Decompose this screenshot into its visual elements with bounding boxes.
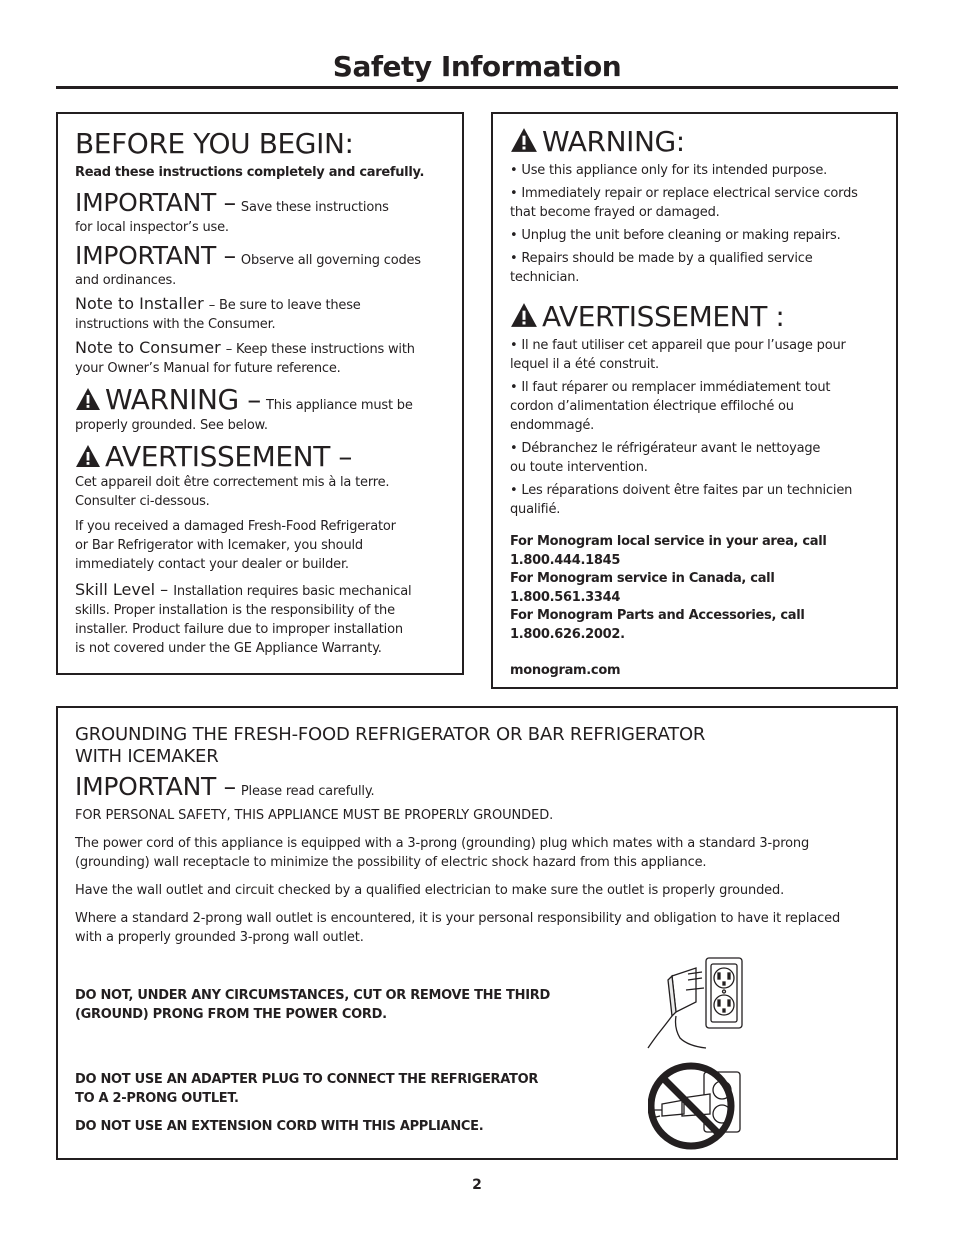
avertissement-heading: AVERTISSEMENT : [542, 300, 785, 333]
no-adapter-line: DO NOT USE AN ADAPTER PLUG TO CONNECT THE REFRIGERATOR [75, 1072, 539, 1087]
list-item-line: technician. [510, 270, 580, 285]
warning-triangle-icon [75, 444, 101, 472]
list-item [510, 481, 880, 519]
damaged-line: If you received a damaged Fresh-Food Refrigerator [75, 518, 396, 534]
service-local-text: For Monogram local service in your area, call [510, 534, 827, 549]
list-item-line: • Les réparations doivent être faites par un technicien [510, 483, 853, 498]
important-codes-block [75, 241, 445, 290]
important-save-block [75, 188, 445, 237]
list-item-line: ou toute intervention. [510, 460, 648, 475]
skill-level-text-cont: skills. Proper installation is the responsibility of the [75, 602, 395, 618]
list-item-line: lequel il a été construit. [510, 357, 659, 372]
note-installer-text: – Be sure to leave these [208, 297, 361, 313]
grounding-heading-cont: WITH ICEMAKER [75, 746, 219, 767]
list-item-line: endommagé. [510, 418, 595, 433]
list-item-line: cordon d’alimentation électrique effiloché ou [510, 399, 794, 414]
two-prong-line: Where a standard 2-prong wall outlet is encountered, it is your personal responsibility and obligation to have it replaced [75, 911, 841, 926]
outlet-check-text: Have the wall outlet and circuit checked by a qualified electrician to make sure the outlet is properly grounded. [75, 883, 785, 898]
no-extension-warning: DO NOT USE AN EXTENSION CORD WITH THIS APPLIANCE. [75, 1119, 484, 1134]
important-save-text-cont: for local inspector’s use. [75, 219, 229, 235]
personal-safety-text: FOR PERSONAL SAFETY, THIS APPLIANCE MUST BE PROPERLY GROUNDED. [75, 808, 554, 823]
avertissement-list [510, 336, 880, 519]
list-item-line: • Use this appliance only for its intended purpose. [510, 163, 828, 178]
note-consumer-block [75, 338, 445, 378]
note-consumer-text: – Keep these instructions with [225, 341, 415, 357]
list-item-line: • Il faut réparer ou remplacer immédiatement tout [510, 380, 831, 395]
power-cord-paragraph [75, 834, 879, 872]
warning-list [510, 161, 880, 287]
list-item-line: • Débranchez le réfrigérateur avant le nettoyage [510, 441, 821, 456]
damaged-line: immediately contact your dealer or builder. [75, 556, 349, 572]
important-codes-text-cont: and ordinances. [75, 272, 177, 288]
list-item-line: that become frayed or damaged. [510, 205, 720, 220]
list-item [510, 226, 880, 245]
avertissement-ground-text: Cet appareil doit être correctement mis à la terre. [75, 474, 390, 490]
no-adapter-prohibited-illustration [648, 1058, 748, 1154]
no-cut-line: DO NOT, UNDER ANY CIRCUMSTANCES, CUT OR REMOVE THE THIRD [75, 988, 550, 1003]
damaged-unit-paragraph [75, 517, 445, 574]
list-item [510, 378, 880, 435]
list-item [510, 161, 880, 180]
skill-level-text: Installation requires basic mechanical [173, 583, 412, 599]
avertissement-ground-text-cont: Consulter ci-dessous. [75, 493, 210, 509]
warning-triangle-icon [75, 387, 101, 415]
warning-heading: WARNING: [542, 125, 685, 158]
parts-phone: 1.800.626.2002. [510, 626, 625, 642]
page-title: Safety Information [332, 50, 622, 83]
warning-box [491, 112, 898, 689]
warning-triangle-icon [510, 127, 538, 157]
grounding-heading: GROUNDING THE FRESH-FOOD REFRIGERATOR OR BAR REFRIGERATOR [75, 724, 706, 745]
list-item-line: qualifié. [510, 502, 561, 517]
title-divider [56, 86, 898, 89]
note-installer-label: Note to Installer [75, 293, 204, 313]
two-prong-paragraph [75, 909, 879, 947]
list-item-line: • Immediately repair or replace electrical service cords [510, 186, 858, 201]
no-cut-warning [75, 987, 550, 1024]
note-consumer-label: Note to Consumer [75, 337, 221, 357]
website-link[interactable]: monogram.com [510, 663, 621, 678]
list-item-line: • Unplug the unit before cleaning or making repairs. [510, 228, 841, 243]
note-consumer-text-cont: your Owner’s Manual for future reference. [75, 360, 341, 376]
warning-triangle-icon [510, 302, 538, 332]
service-local-phone: 1.800.444.1845 [510, 552, 621, 568]
important-label: IMPORTANT – [75, 240, 236, 270]
grounding-box [56, 706, 898, 1160]
list-item [510, 184, 880, 222]
note-installer-text-cont: instructions with the Consumer. [75, 316, 276, 332]
no-adapter-warning [75, 1071, 538, 1108]
list-item [510, 439, 880, 477]
parts-text: For Monogram Parts and Accessories, call [510, 608, 805, 623]
important-read-text: Please read carefully. [240, 784, 375, 799]
warning-label: WARNING – [105, 382, 261, 416]
service-contacts [510, 533, 880, 681]
skill-level-text-cont: is not covered under the GE Appliance Warranty. [75, 640, 382, 656]
damaged-line: or Bar Refrigerator with Icemaker, you should [75, 537, 363, 553]
before-you-begin-heading: BEFORE YOU BEGIN: [75, 127, 354, 160]
important-save-text: Save these instructions [240, 199, 389, 215]
avertissement-label: AVERTISSEMENT – [105, 439, 353, 473]
important-label: IMPORTANT – [75, 187, 236, 217]
warning-ground-block [75, 384, 445, 435]
skill-level-text-cont: installer. Product failure due to improper installation [75, 621, 403, 637]
no-cut-line: (GROUND) PRONG FROM THE POWER CORD. [75, 1006, 387, 1022]
skill-level-block [75, 580, 445, 658]
skill-level-label: Skill Level – [75, 579, 169, 599]
important-codes-text: Observe all governing codes [240, 252, 421, 268]
no-adapter-line: TO A 2-PRONG OUTLET. [75, 1090, 239, 1106]
list-item [510, 249, 880, 287]
before-you-begin-box [56, 112, 464, 675]
warning-ground-text-cont: properly grounded. See below. [75, 417, 268, 433]
page-number: 2 [472, 1177, 482, 1193]
power-cord-line: The power cord of this appliance is equipped with a 3-prong (grounding) plug which mates with a standard 3-prong [75, 836, 810, 851]
list-item-line: • Repairs should be made by a qualified service [510, 251, 813, 266]
important-label: IMPORTANT – [75, 772, 236, 801]
two-prong-line: with a properly grounded 3-prong wall outlet. [75, 930, 364, 945]
list-item-line: • Il ne faut utiliser cet appareil que pour l’usage pour [510, 338, 846, 353]
read-instructions-note: Read these instructions completely and carefully. [75, 165, 425, 180]
service-canada-text: For Monogram service in Canada, call [510, 571, 775, 586]
warning-ground-text: This appliance must be [266, 397, 413, 413]
avertissement-ground-block [75, 441, 445, 511]
power-cord-line: (grounding) wall receptacle to minimize the possibility of electric shock hazard from this appliance. [75, 855, 707, 870]
grounded-plug-illustration [646, 954, 746, 1050]
service-canada-phone: 1.800.561.3344 [510, 589, 621, 605]
note-installer-block [75, 294, 445, 334]
list-item [510, 336, 880, 374]
